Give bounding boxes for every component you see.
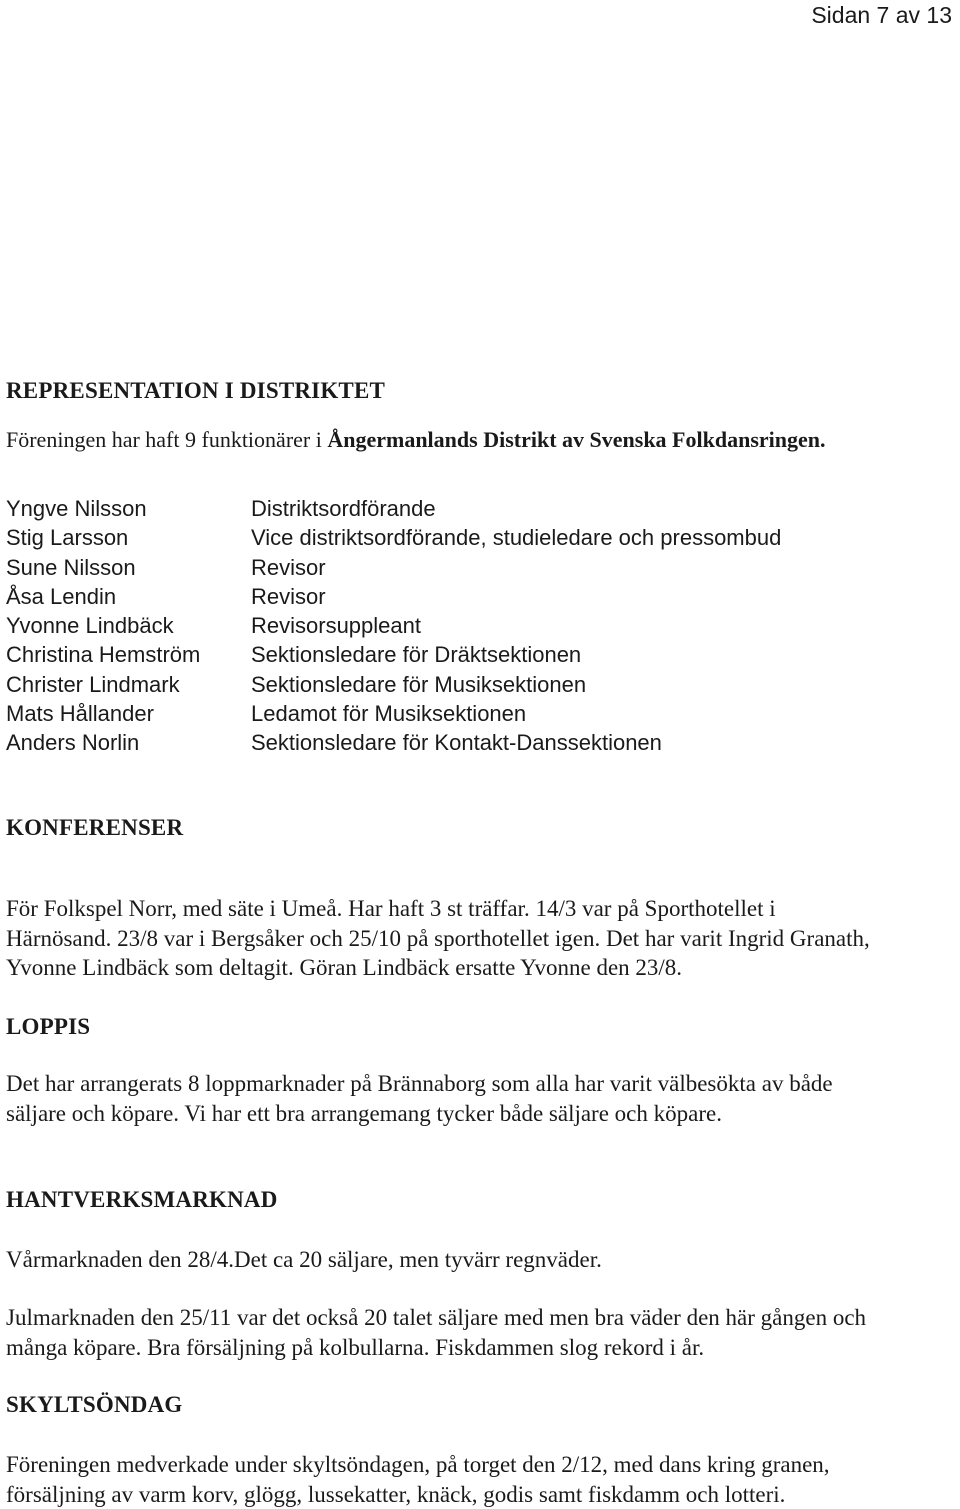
roster-row (6, 494, 781, 523)
member-role: Sektionsledare för Kontakt-Danssektionen (251, 728, 662, 757)
intro-district-name: Ångermanlands Distrikt av Svenska Folkdansringen. (327, 427, 825, 452)
paragraph-line: säljare och köpare. Vi har ett bra arrangemang tycker både säljare och köpare. (6, 1099, 954, 1129)
section-heading-representation: REPRESENTATION I DISTRIKTET (6, 377, 385, 405)
intro-text: Föreningen har haft 9 funktionärer i (6, 427, 327, 452)
loppis-paragraph (6, 1069, 954, 1128)
roster-row (6, 611, 781, 640)
roster-row (6, 582, 781, 611)
member-name: Mats Hållander (6, 699, 251, 728)
paragraph-line: För Folkspel Norr, med säte i Umeå. Har haft 3 st träffar. 14/3 var på Sporthotellet i (6, 894, 954, 924)
member-role: Revisor (251, 553, 326, 582)
hantverksmarknad-christmas-paragraph (6, 1303, 954, 1362)
member-name: Christer Lindmark (6, 670, 251, 699)
section-heading-skyltsondag: SKYLTSÖNDAG (6, 1391, 182, 1419)
paragraph-line: Det har arrangerats 8 loppmarknader på Brännaborg som alla har varit välbesökta av både (6, 1069, 954, 1099)
roster-row (6, 728, 781, 757)
roster-row (6, 699, 781, 728)
member-roster (6, 494, 781, 758)
konferenser-paragraph (6, 894, 954, 983)
page-number: Sidan 7 av 13 (811, 2, 952, 28)
paragraph-line: Julmarknaden den 25/11 var det också 20 talet säljare med men bra väder den här gången och (6, 1303, 954, 1333)
section-heading-loppis: LOPPIS (6, 1013, 90, 1041)
roster-row (6, 523, 781, 552)
member-role: Revisorsuppleant (251, 611, 421, 640)
member-role: Revisor (251, 582, 326, 611)
member-name: Yngve Nilsson (6, 494, 251, 523)
member-name: Christina Hemström (6, 640, 251, 669)
paragraph-line: Yvonne Lindbäck som deltagit. Göran Lindbäck ersatte Yvonne den 23/8. (6, 953, 954, 983)
member-role: Vice distriktsordförande, studieledare och pressombud (251, 523, 781, 552)
member-name: Anders Norlin (6, 728, 251, 757)
member-role: Distriktsordförande (251, 494, 436, 523)
member-name: Stig Larsson (6, 523, 251, 552)
member-name: Yvonne Lindbäck (6, 611, 251, 640)
member-name: Åsa Lendin (6, 582, 251, 611)
paragraph-line: många köpare. Bra försäljning på kolbullarna. Fiskdammen slog rekord i år. (6, 1333, 954, 1363)
skyltsondag-paragraph (6, 1450, 954, 1509)
paragraph-line: Vårmarknaden den 28/4.Det ca 20 säljare, men tyvärr regnväder. (6, 1245, 954, 1275)
roster-row (6, 640, 781, 669)
paragraph-line: Härnösand. 23/8 var i Bergsåker och 25/10 på sporthotellet igen. Det har varit Ingrid Granath, (6, 924, 954, 954)
roster-row (6, 670, 781, 699)
member-role: Sektionsledare för Dräktsektionen (251, 640, 581, 669)
section-heading-konferenser: KONFERENSER (6, 814, 183, 842)
roster-row (6, 553, 781, 582)
hantverksmarknad-spring-paragraph (6, 1245, 954, 1275)
paragraph-line: Föreningen medverkade under skyltsöndagen, på torget den 2/12, med dans kring granen, (6, 1450, 954, 1480)
member-name: Sune Nilsson (6, 553, 251, 582)
section-heading-hantverksmarknad: HANTVERKSMARKNAD (6, 1186, 278, 1214)
member-role: Ledamot för Musiksektionen (251, 699, 526, 728)
member-role: Sektionsledare för Musiksektionen (251, 670, 586, 699)
paragraph-line: försäljning av varm korv, glögg, lussekatter, knäck, godis samt fiskdamm och lotteri. (6, 1480, 954, 1509)
representation-intro (6, 426, 826, 454)
